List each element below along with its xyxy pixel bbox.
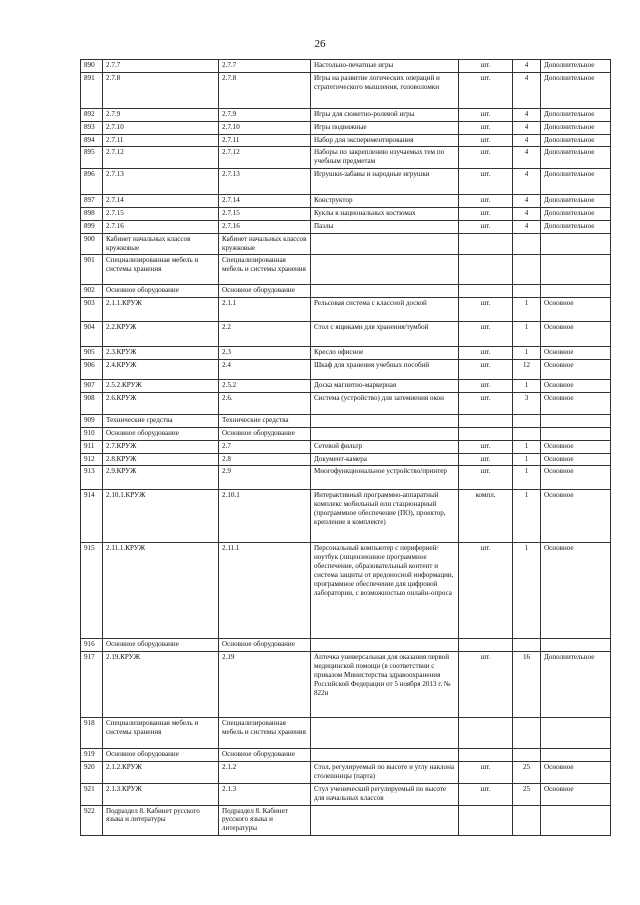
row-number: 912 [81,453,103,466]
row-number: 891 [81,72,103,108]
row-number: 919 [81,749,103,762]
item-name: Куклы в национальных костюмах [311,208,459,221]
item-subcode: Основное оборудование [219,427,311,440]
item-code: 2.7.9 [103,108,219,121]
item-quantity: 4 [513,147,541,169]
item-code: Специализированная мебель и системы хранения [103,718,219,749]
item-code: Основное оборудование [103,749,219,762]
item-unit: шт. [459,147,513,169]
table-row [81,415,611,428]
row-number: 893 [81,121,103,134]
item-name: Шкаф для хранения учебных пособий [311,360,459,380]
table-row [81,195,611,208]
item-subcode: Специализированная мебель и системы хранения [219,255,311,285]
row-number: 890 [81,60,103,73]
row-number: 911 [81,440,103,453]
table-row [81,393,611,415]
item-unit: шт. [459,208,513,221]
item-type [541,749,611,762]
item-subcode: 2.7.13 [219,169,311,195]
item-unit: шт. [459,169,513,195]
item-type: Основное [541,453,611,466]
item-quantity [513,233,541,255]
item-name: Интерактивный программно-аппаратный комплекс мобильный или стационарный (программное обеспечение (ПО), проектор, крепление в комплекте) [311,490,459,543]
item-code: 2.5.2.КРУЖ [103,380,219,393]
item-name: Игры подвижные [311,121,459,134]
row-number: 915 [81,543,103,639]
item-quantity: 4 [513,134,541,147]
table-row [81,453,611,466]
item-unit: шт. [459,298,513,322]
row-number: 898 [81,208,103,221]
item-quantity: 4 [513,121,541,134]
item-code: 2.1.2.КРУЖ [103,762,219,784]
item-unit [459,805,513,836]
row-number: 908 [81,393,103,415]
item-code: Технические средства [103,415,219,428]
item-quantity [513,749,541,762]
row-number: 909 [81,415,103,428]
table-row [81,72,611,108]
table-row [81,233,611,255]
table-row [81,427,611,440]
item-name: Многофункциональное устройство/принтер [311,466,459,490]
item-type: Основное [541,543,611,639]
item-quantity: 4 [513,60,541,73]
item-name: Стул ученический регулируемый по высоте для начальных классов [311,783,459,805]
item-quantity: 4 [513,208,541,221]
item-unit: шт. [459,652,513,718]
row-number: 905 [81,347,103,360]
item-subcode: 2.2 [219,322,311,347]
item-name [311,233,459,255]
item-quantity: 12 [513,360,541,380]
item-unit [459,749,513,762]
item-unit: шт. [459,121,513,134]
row-number: 920 [81,762,103,784]
row-number: 918 [81,718,103,749]
table-row [81,466,611,490]
item-type: Дополнительное [541,220,611,233]
item-unit: шт. [459,393,513,415]
item-code: 2.7.12 [103,147,219,169]
item-type: Дополнительное [541,169,611,195]
item-code: 2.3.КРУЖ [103,347,219,360]
item-subcode: 2.3 [219,347,311,360]
item-name: Персональный компьютер с периферией/ноутбук (лицензионное программное обеспечение, образовательный контент и система защиты от вредоносной информации, программное обеспечение для цифровой лаборатории, с возможностью онлайн-опроса [311,543,459,639]
item-quantity: 4 [513,220,541,233]
page-number: 26 [314,38,326,50]
row-number: 907 [81,380,103,393]
item-unit: шт. [459,783,513,805]
table-row [81,121,611,134]
item-code: 2.6.КРУЖ [103,393,219,415]
item-name [311,427,459,440]
item-quantity: 3 [513,393,541,415]
item-quantity [513,255,541,285]
item-subcode: 2.5.2 [219,380,311,393]
item-subcode: Технические средства [219,415,311,428]
table-row [81,360,611,380]
item-name [311,285,459,298]
item-unit: шт. [459,60,513,73]
item-subcode: 2.7.15 [219,208,311,221]
row-number: 903 [81,298,103,322]
table-row [81,298,611,322]
item-quantity: 1 [513,490,541,543]
item-quantity: 4 [513,195,541,208]
item-code: 2.7.13 [103,169,219,195]
item-name: Стол с ящиками для хранения/тумбой [311,322,459,347]
table-row [81,220,611,233]
item-subcode: Основное оборудование [219,285,311,298]
item-code: 2.9.КРУЖ [103,466,219,490]
table-row [81,147,611,169]
row-number: 892 [81,108,103,121]
item-type: Основное [541,466,611,490]
item-type [541,718,611,749]
item-unit [459,639,513,652]
item-unit: шт. [459,134,513,147]
item-quantity [513,639,541,652]
item-type [541,415,611,428]
row-number: 899 [81,220,103,233]
row-number: 895 [81,147,103,169]
table-row [81,134,611,147]
item-type [541,639,611,652]
table-row [81,169,611,195]
item-name [311,749,459,762]
item-type: Дополнительное [541,121,611,134]
item-subcode: 2.10.1 [219,490,311,543]
item-subcode: 2.8 [219,453,311,466]
table-row [81,749,611,762]
item-type: Дополнительное [541,208,611,221]
table-row [81,783,611,805]
item-quantity [513,415,541,428]
item-type: Основное [541,440,611,453]
item-unit: шт. [459,380,513,393]
item-code: 2.2.КРУЖ [103,322,219,347]
row-number: 906 [81,360,103,380]
table-row [81,718,611,749]
item-subcode: 2.7.7 [219,60,311,73]
item-subcode: 2.19 [219,652,311,718]
row-number: 910 [81,427,103,440]
item-unit: шт. [459,440,513,453]
item-type: Основное [541,360,611,380]
item-name: Рельсовая система с классной доской [311,298,459,322]
item-name: Игры на развитие логических операций и стратегического мышления, головоломки [311,72,459,108]
item-subcode: 2.1.1 [219,298,311,322]
item-quantity: 25 [513,762,541,784]
item-name: Кресло офисное [311,347,459,360]
item-quantity: 25 [513,783,541,805]
item-code: 2.7.14 [103,195,219,208]
item-unit [459,415,513,428]
item-name: Пазлы [311,220,459,233]
item-name [311,718,459,749]
item-quantity: 16 [513,652,541,718]
row-number: 917 [81,652,103,718]
item-type: Дополнительное [541,652,611,718]
item-name: Стол, регулируемый по высоте и углу наклона столешницы (парта) [311,762,459,784]
item-subcode: 2.1.3 [219,783,311,805]
table-row [81,639,611,652]
item-code: 2.11.1.КРУЖ [103,543,219,639]
item-quantity: 1 [513,453,541,466]
item-quantity: 1 [513,347,541,360]
item-name: Игрушки-забавы и народные игрушки [311,169,459,195]
item-subcode: 2.1.2 [219,762,311,784]
item-subcode: 2.6. [219,393,311,415]
table-row [81,347,611,360]
table-row [81,380,611,393]
item-unit: шт. [459,108,513,121]
item-name: Система (устройство) для затемнения окон [311,393,459,415]
row-number: 900 [81,233,103,255]
item-code: 2.19.КРУЖ [103,652,219,718]
table-row [81,255,611,285]
item-unit: шт. [459,322,513,347]
item-subcode: Подраздел 8. Кабинет русского языка и литературы [219,805,311,836]
item-quantity [513,718,541,749]
item-code: 2.10.1.КРУЖ [103,490,219,543]
item-quantity [513,427,541,440]
row-number: 922 [81,805,103,836]
item-type: Основное [541,762,611,784]
item-subcode: 2.7 [219,440,311,453]
item-type: Основное [541,347,611,360]
item-unit: компл. [459,490,513,543]
table-row [81,543,611,639]
item-unit: шт. [459,543,513,639]
item-code: Кабинет начальных классов кружковые [103,233,219,255]
item-quantity [513,285,541,298]
row-number: 914 [81,490,103,543]
item-name: Аптечка универсальная для оказания первой медицинской помощи (в соответствии с приказом Министерства здравоохранения Российской Федерации от 5 ноября 2013 г. № 822н [311,652,459,718]
row-number: 902 [81,285,103,298]
item-subcode: 2.7.9 [219,108,311,121]
item-code: 2.4.КРУЖ [103,360,219,380]
item-type: Дополнительное [541,195,611,208]
item-name: Игры для сюжетно-ролевой игры [311,108,459,121]
row-number: 896 [81,169,103,195]
item-type [541,233,611,255]
item-subcode: 2.4 [219,360,311,380]
table-row [81,208,611,221]
item-unit [459,285,513,298]
table-row [81,440,611,453]
item-subcode: 2.11.1 [219,543,311,639]
item-subcode: 2.7.11 [219,134,311,147]
item-subcode: Основное оборудование [219,639,311,652]
item-type: Основное [541,380,611,393]
item-quantity: 1 [513,322,541,347]
item-type: Основное [541,490,611,543]
item-code: Подраздел 8. Кабинет русского языка и литературы [103,805,219,836]
item-unit: шт. [459,220,513,233]
item-subcode: 2.7.12 [219,147,311,169]
table-row [81,762,611,784]
item-unit: шт. [459,453,513,466]
table-row [81,652,611,718]
row-number: 913 [81,466,103,490]
item-unit: шт. [459,195,513,208]
table-row [81,322,611,347]
item-type: Дополнительное [541,108,611,121]
item-type: Основное [541,393,611,415]
item-code: 2.7.16 [103,220,219,233]
item-subcode: 2.7.14 [219,195,311,208]
table-row [81,490,611,543]
item-name [311,639,459,652]
item-name: Настольно-печатные игры [311,60,459,73]
item-unit: шт. [459,347,513,360]
item-quantity: 4 [513,72,541,108]
item-name: Набор для экспериментирования [311,134,459,147]
item-name [311,255,459,285]
item-quantity: 1 [513,466,541,490]
row-number: 921 [81,783,103,805]
item-type: Основное [541,298,611,322]
item-type: Дополнительное [541,147,611,169]
item-unit: шт. [459,762,513,784]
item-code: 2.7.15 [103,208,219,221]
item-type: Основное [541,783,611,805]
item-unit [459,427,513,440]
item-quantity: 1 [513,298,541,322]
item-type [541,285,611,298]
row-number: 901 [81,255,103,285]
item-code: 2.8.КРУЖ [103,453,219,466]
row-number: 904 [81,322,103,347]
item-code: 2.7.7 [103,60,219,73]
table-row [81,285,611,298]
item-quantity [513,805,541,836]
item-code: 2.1.1.КРУЖ [103,298,219,322]
item-unit: шт. [459,466,513,490]
row-number: 897 [81,195,103,208]
item-unit: шт. [459,72,513,108]
item-quantity: 1 [513,543,541,639]
item-name: Документ-камера [311,453,459,466]
item-code: 2.7.8 [103,72,219,108]
item-name: Доска магнитно-маркерная [311,380,459,393]
table-row [81,805,611,836]
item-quantity: 1 [513,440,541,453]
item-name: Сетевой фильтр [311,440,459,453]
item-subcode: 2.7.16 [219,220,311,233]
item-type [541,255,611,285]
row-number: 916 [81,639,103,652]
item-type: Дополнительное [541,134,611,147]
item-name: Наборы по закреплению изучаемых тем по учебным предметам [311,147,459,169]
item-code: Основное оборудование [103,427,219,440]
item-quantity: 1 [513,380,541,393]
table-row [81,60,611,73]
item-name: Конструктор [311,195,459,208]
item-type [541,805,611,836]
item-unit [459,233,513,255]
item-unit: шт. [459,360,513,380]
item-code: 2.7.10 [103,121,219,134]
item-quantity: 4 [513,169,541,195]
row-number: 894 [81,134,103,147]
equipment-table [80,59,611,836]
table-row [81,108,611,121]
item-code: 2.7.КРУЖ [103,440,219,453]
item-code: Основное оборудование [103,285,219,298]
item-type: Дополнительное [541,60,611,73]
item-subcode: 2.9 [219,466,311,490]
item-quantity: 4 [513,108,541,121]
item-subcode: 2.7.8 [219,72,311,108]
item-unit [459,255,513,285]
item-unit [459,718,513,749]
item-name [311,805,459,836]
item-subcode: Основное оборудование [219,749,311,762]
item-code: 2.1.3.КРУЖ [103,783,219,805]
item-subcode: Специализированная мебель и системы хранения [219,718,311,749]
item-type [541,427,611,440]
item-subcode: 2.7.10 [219,121,311,134]
item-code: Основное оборудование [103,639,219,652]
item-code: Специализированная мебель и системы хранения [103,255,219,285]
item-subcode: Кабинет начальных классов кружковые [219,233,311,255]
item-name [311,415,459,428]
item-type: Дополнительное [541,72,611,108]
item-code: 2.7.11 [103,134,219,147]
item-type: Основное [541,322,611,347]
